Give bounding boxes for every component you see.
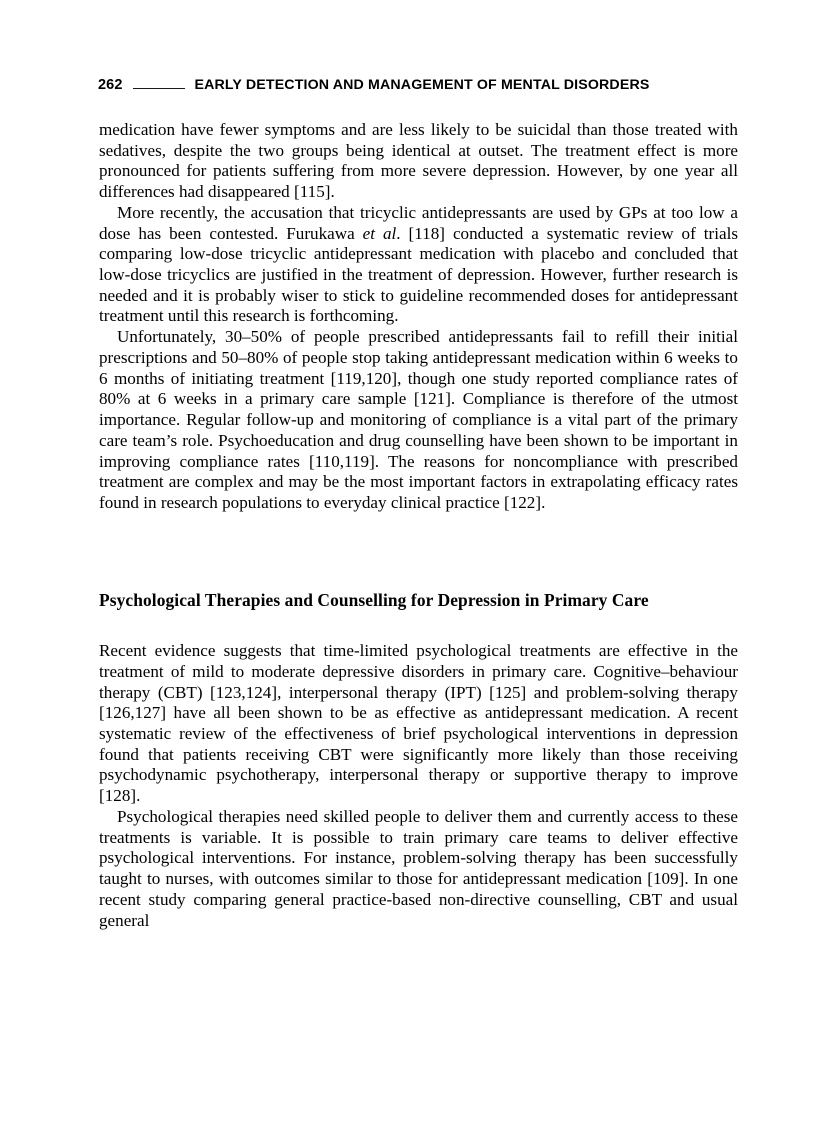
- page-number: 262: [98, 77, 123, 93]
- latin-abbreviation-et-al: et al: [362, 223, 397, 243]
- paragraph-skilled-people: Psychological therapies need skilled people to deliver them and currently access to these treatments is variable. It is possible to train primary care teams to deliver effective psychological interventions. For instance, problem-solving therapy has been successfully taught to nurses, with outcomes similar to those for antidepressant medication [109]. In one recent study comparing general practice-based non-directive counselling, CBT and usual general: [99, 806, 738, 930]
- paragraph-compliance: Unfortunately, 30–50% of people prescribed antidepressants fail to refill their initial prescriptions and 50–80% of people stop taking antidepressant medication within 6 weeks to 6 months of initiating treatment [119,120], though one study reported compliance rates of 80% at 6 weeks in a primary care sample [121]. Compliance is therefore of the utmost importance. Regular follow-up and monitoring of compliance is a vital part of the primary care team’s role. Psychoeducation and drug counselling have been shown to be important in improving compliance rates [110,119]. The reasons for noncompliance with prescribed treatment are complex and may be the most important factors in extrapolating efficacy rates found in research populations to everyday clinical practice [122].: [99, 327, 738, 512]
- section-heading: Psychological Therapies and Counselling for Depression in Primary Care: [99, 589, 649, 610]
- text-column: [99, 120, 738, 931]
- running-head: [98, 76, 738, 100]
- running-head-title: EARLY DETECTION AND MANAGEMENT OF MENTAL DISORDERS: [194, 77, 650, 93]
- paragraph-text-before-italic: More recently, the accusation that tricyclic antidepressants are used by GPs at too low a dose has been contested. Furukawa: [99, 202, 738, 243]
- paragraph-recent-evidence: Recent evidence suggests that time-limited psychological treatments are effective in the treatment of mild to moderate depressive disorders in primary care. Cognitive–behaviour therapy (CBT) [123,124], interpersonal therapy (IPT) [125] and problem-solving therapy [126,127] have all been shown to be as effective as antidepressant medication. A recent systematic review of the effectiveness of brief psychological interventions in depression found that patients receiving CBT were significantly more likely than those receiving psychodynamic psychotherapy, interpersonal therapy or supportive therapy to improve [128].: [99, 641, 738, 806]
- paragraph-tricyclic-dose: [99, 203, 738, 327]
- spacer-before-heading: [99, 514, 738, 590]
- paragraph-text-after-italic: . [118] conducted a systematic review of trials comparing low-dose tricyclic antidepressant medication with placebo and concluded that low-dose tricyclics are justified in the treatment of depression. However, further research is needed and it is probably wiser to stick to guideline recommended doses for antidepressant treatment until this research is forthcoming.: [99, 223, 738, 326]
- header-rule-icon: [133, 88, 185, 89]
- spacer-after-heading: [99, 611, 738, 641]
- paragraph-medication-symptoms: medication have fewer symptoms and are less likely to be suicidal than those treated with sedatives, despite the two groups being identical at outset. The treatment effect is more pronounced for patients suffering from more severe depression. However, by one year all differences had disappeared [115].: [99, 120, 738, 202]
